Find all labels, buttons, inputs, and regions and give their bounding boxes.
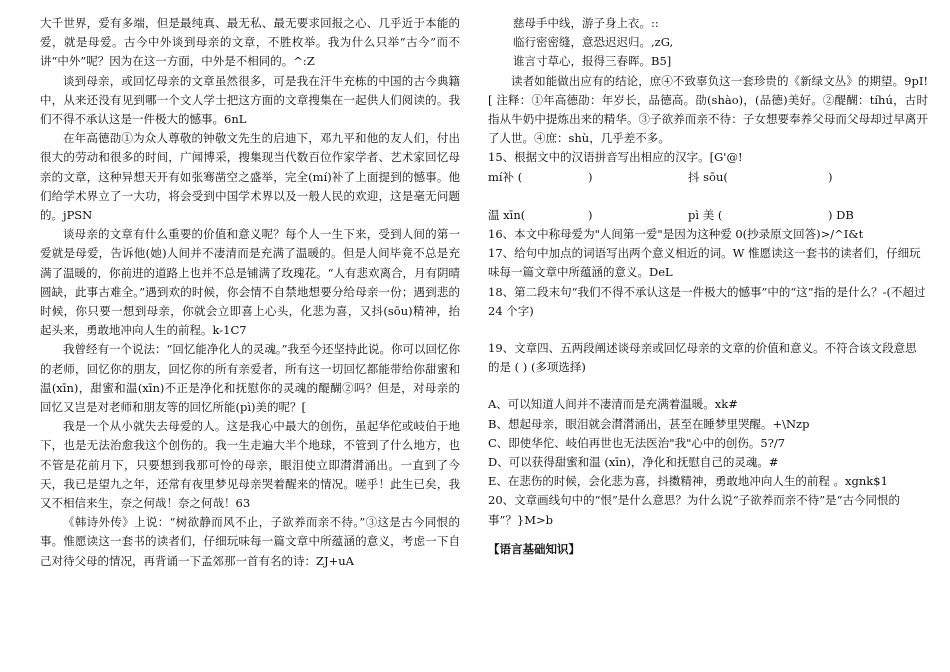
closing-and-notes: 读者如能做出应有的结论，庶④不致辜负这一套珍贵的《新绿文丛》的期望。9pI![ 注释：①年高德劭：年岁长，品德高。劭(shào)，(品德)美好。②醍醐：tíhú，古时指从牛奶中提炼出来的精华。③子欲养而亲不待：子女想要奉养父母而父母却过早离开了人世。④庶：shù，几乎差不多。: [488, 73, 928, 146]
pinyin-mi: mí补 (: [488, 169, 523, 184]
pinyin-blank-3: ): [588, 207, 593, 222]
question-18: 18、第二段末句“我们不得不承认这是一件极大的憾事”中的“这”指的是什么？-(不超过 24 个字): [488, 284, 926, 318]
poem-line-3: 谁言寸草心，报得三春晖。B5]: [513, 54, 672, 69]
paragraph-2: 谈到母亲，或回忆母亲的文章虽然很多，可是我在汗牛充栋的中国的古今典籍中，从来还没有见到哪一个文人学士把这方面的文章搜集在一起供人们阅读的。我们不得不承认这是一件极大的憾事。6nL: [40, 73, 460, 127]
pinyin-blank-2: ): [828, 169, 833, 184]
question-17: 17、给句中加点的词语写出两个意义相近的词。W 惟愿读这一套书的读者们，仔细玩味每一篇文章中所蕴涵的意义。DeL: [488, 246, 921, 280]
left-column: [40, 14, 460, 571]
pinyin-row-2: [488, 206, 928, 225]
option-a: A、可以知道人间并不凄清而是充满着温暖。xk#: [488, 397, 738, 412]
pinyin-blank-1: ): [588, 169, 593, 184]
right-column: [488, 14, 928, 559]
paragraph-7: 《韩诗外传》上说：“树欲静而风不止，子欲养而亲不待。”③这是古今同恨的事。惟愿读这一套书的读者们，仔细玩味每一篇文章中所蕴涵的意义，考虑一下自己对待父母的情况，再背诵一下孟郊那一首有名的诗：ZJ+uA: [40, 515, 460, 568]
poem-line-2: 临行密密缝，意恐迟迟归。,zG,: [513, 35, 674, 50]
question-20: 20、文章画线句中的“恨”是什么意思？为什么说“子欲养而亲不待”是“古今同恨的事”？}M>b: [488, 493, 901, 527]
paragraph-5: 我曾经有一个说法：“回忆能净化人的灵魂。”我至今还坚持此说。你可以回忆你的老师，回忆你的朋友，回忆你的所有亲爱者，所有这一切回忆都能带给你甜蜜和温(xīn)，甜蜜和温(xīn)不正是净化和抚慰你的灵魂的醍醐②吗？但是，对母亲的回忆又岂是对老师和朋友等的回忆所能(pì)美的呢？[: [40, 342, 461, 415]
pinyin-row-1: [488, 168, 928, 187]
option-b: B、想起母亲，眼泪就会潸潸涌出，甚至在睡梦里哭醒。+\Nzp: [488, 416, 810, 431]
paragraph-1: 大千世界，爱有多端，但是最纯真、最无私、最无要求回报之心、几乎近于本能的爱，就是母爱。古今中外谈到母亲的文章，不胜枚举。我为什么只举“古今”而不讲“中外”呢？因为在这一方面，中外是不相同的。^:Z: [40, 16, 460, 69]
question-15: 15、根据文中的汉语拼音写出相应的汉字。[G'@!: [488, 150, 743, 165]
pinyin-sou: 抖 sōu(: [688, 169, 728, 184]
paragraph-6: 我是一个从小就失去母爱的人。这是我心中最大的创伤，虽起华佗或岐伯于地下，也是无法治愈我这个创伤的。我一生走遍大半个地球，不管到了什么地方，也不管是花前月下，只要想到我那可怜的母亲，眼泪使立即潸潸涌出。一直到了今天，我已是望九之年，还常有夜里梦见母亲哭着醒来的情况。嗟乎！此生已矣，我又不相信来生，奈之何哉！奈之何哉！63: [40, 419, 460, 511]
option-e: E、在悲伤的时候，会化悲为喜，抖擞精神，勇敢地冲向人生的前程 。xgnk$1: [488, 474, 888, 489]
poem-line-1: 慈母手中线，游子身上衣。::: [513, 16, 659, 30]
pinyin-blank-4: ) DB: [828, 207, 854, 222]
pinyin-xin: 温 xīn(: [488, 207, 526, 222]
pinyin-pi: pì 美 (: [688, 207, 723, 222]
option-c: C、即使华佗、岐伯再世也无法医治"我"心中的创伤。5?/7: [488, 435, 786, 450]
question-19: 19、文章四、五两段阐述谈母亲或回忆母亲的文章的价值和意义。不符合该文段意思的是 ( ) (多项选择): [488, 341, 917, 375]
paragraph-3: 在年高德劭①为众人尊敬的钟敬文先生的启迪下，邓九平和他的友人们，付出很大的劳动和很多的时间，广闻博采，搜集现当代数百位作家学者、艺术家回忆母亲的文章，这种异想天开有如张骞凿空之盛举，完全(mí)补了上面提到的憾事。他们给学术界立了一大功，将会受到中国学术界以及一般人民的欢迎，这是毫无问题的。jPSN: [40, 131, 460, 223]
section-heading: 【语言基础知识】: [488, 541, 580, 556]
option-d: D、可以获得甜蜜和温 (xīn)，净化和抚慰自己的灵魂。#: [488, 455, 779, 470]
paragraph-4: 谈母亲的文章有什么重要的价值和意义呢？每个人一生下来，受到人间的第一爱就是母爱，告诉他(她)人间并不凄清而是充满了温暖的。但是人间毕竟不总是充满了温暖的，你前进的道路上也并不总是铺满了玫瑰花。“人有悲欢离合，月有阴晴圆缺，此事古难全。”遇到欢的时候，你会情不自禁地想要分给母亲一份；遇到悲的时候，你只要一想到母亲，你就会立即喜上心头，化悲为喜，又抖(sōu)精神，抬起头来，勇敢地冲向人生的前程。k-1C7: [40, 227, 460, 338]
question-16: 16、本文中称母爱为"人间第一爱"是因为这种爱 0(抄录原文回答)>/^I&t: [488, 227, 864, 242]
